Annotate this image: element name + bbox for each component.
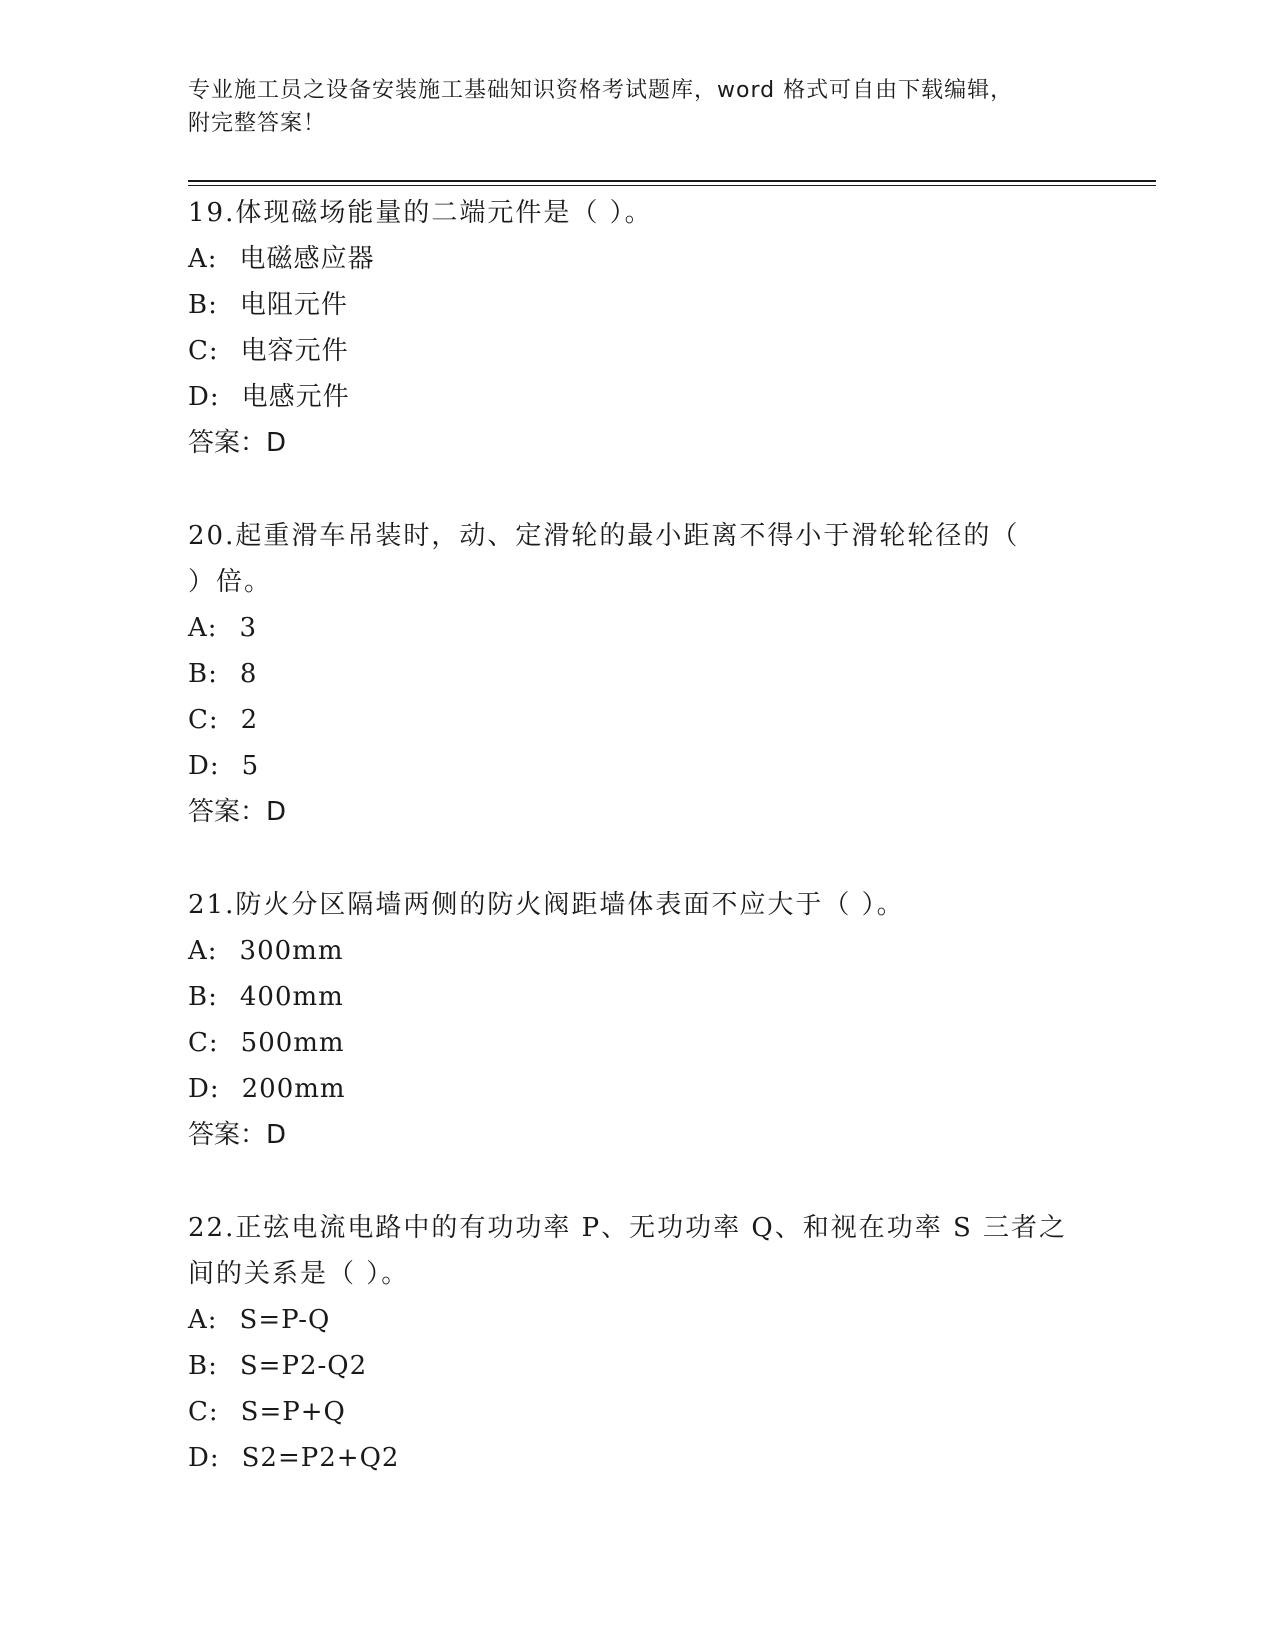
question-list <box>188 190 1088 1528</box>
question-stem-continued: 间的关系是（ ）。 <box>188 1259 410 1289</box>
option-d <box>188 374 1088 420</box>
question-21 <box>188 882 1088 1158</box>
option-text: S=P+Q <box>240 1397 346 1427</box>
option-text: 2 <box>240 705 259 735</box>
option-key: D: <box>188 1443 220 1473</box>
header-divider-thin <box>188 185 1156 186</box>
option-b <box>188 282 1088 328</box>
option-key: C: <box>188 1028 219 1058</box>
question-20 <box>188 513 1088 835</box>
option-text: 300mm <box>239 936 344 966</box>
option-text: S=P2-Q2 <box>239 1351 368 1381</box>
answer-label: 答案：D <box>188 797 287 827</box>
document-header <box>188 74 1088 140</box>
option-c <box>188 697 1088 743</box>
option-key: B: <box>188 659 218 689</box>
option-text: 200mm <box>241 1074 346 1104</box>
option-key: D: <box>188 1074 220 1104</box>
header-line-2: 附完整答案！ <box>188 111 327 136</box>
question-19 <box>188 190 1088 466</box>
option-text: 电感元件 <box>241 382 350 412</box>
question-22 <box>188 1205 1088 1481</box>
option-text: 电容元件 <box>240 336 349 366</box>
option-text: 3 <box>239 613 258 643</box>
question-stem: 20.起重滑车吊装时，动、定滑轮的最小距离不得小于滑轮轮径的（ <box>188 521 1020 551</box>
option-c <box>188 1389 1088 1435</box>
option-a <box>188 236 1088 282</box>
option-text: S=P-Q <box>239 1305 331 1335</box>
option-a <box>188 605 1088 651</box>
option-text: 5 <box>241 751 260 781</box>
answer-label: 答案：D <box>188 428 287 458</box>
option-text: 400mm <box>239 982 344 1012</box>
option-d <box>188 1066 1088 1112</box>
option-key: A: <box>188 613 218 643</box>
option-text: 8 <box>239 659 258 689</box>
option-d <box>188 1435 1088 1481</box>
option-key: C: <box>188 705 219 735</box>
option-c <box>188 328 1088 374</box>
option-key: B: <box>188 982 218 1012</box>
option-d <box>188 743 1088 789</box>
option-key: D: <box>188 751 220 781</box>
question-stem: 22.正弦电流电路中的有功功率 P、无功功率 Q、和视在功率 S 三者之 <box>188 1213 1068 1243</box>
option-text: 电磁感应器 <box>239 244 375 274</box>
option-key: B: <box>188 290 218 320</box>
option-b <box>188 1343 1088 1389</box>
header-line-1: 专业施工员之设备安装施工基础知识资格考试题库，word 格式可自由下载编辑， <box>188 78 1014 103</box>
option-key: A: <box>188 936 218 966</box>
option-text: S2=P2+Q2 <box>241 1443 400 1473</box>
question-stem: 19.体现磁场能量的二端元件是（ ）。 <box>188 198 653 228</box>
answer-label: 答案：D <box>188 1120 287 1150</box>
option-b <box>188 651 1088 697</box>
option-c <box>188 1020 1088 1066</box>
option-text: 电阻元件 <box>239 290 348 320</box>
option-b <box>188 974 1088 1020</box>
option-key: C: <box>188 336 219 366</box>
option-key: A: <box>188 1305 218 1335</box>
option-key: B: <box>188 1351 218 1381</box>
question-stem-continued: ）倍。 <box>188 567 273 597</box>
option-a <box>188 928 1088 974</box>
option-key: C: <box>188 1397 219 1427</box>
question-stem: 21.防火分区隔墙两侧的防火阀距墙体表面不应大于（ ）。 <box>188 890 905 920</box>
option-key: A: <box>188 244 218 274</box>
option-text: 500mm <box>240 1028 345 1058</box>
option-key: D: <box>188 382 220 412</box>
option-a <box>188 1297 1088 1343</box>
header-divider-thick <box>188 180 1156 182</box>
